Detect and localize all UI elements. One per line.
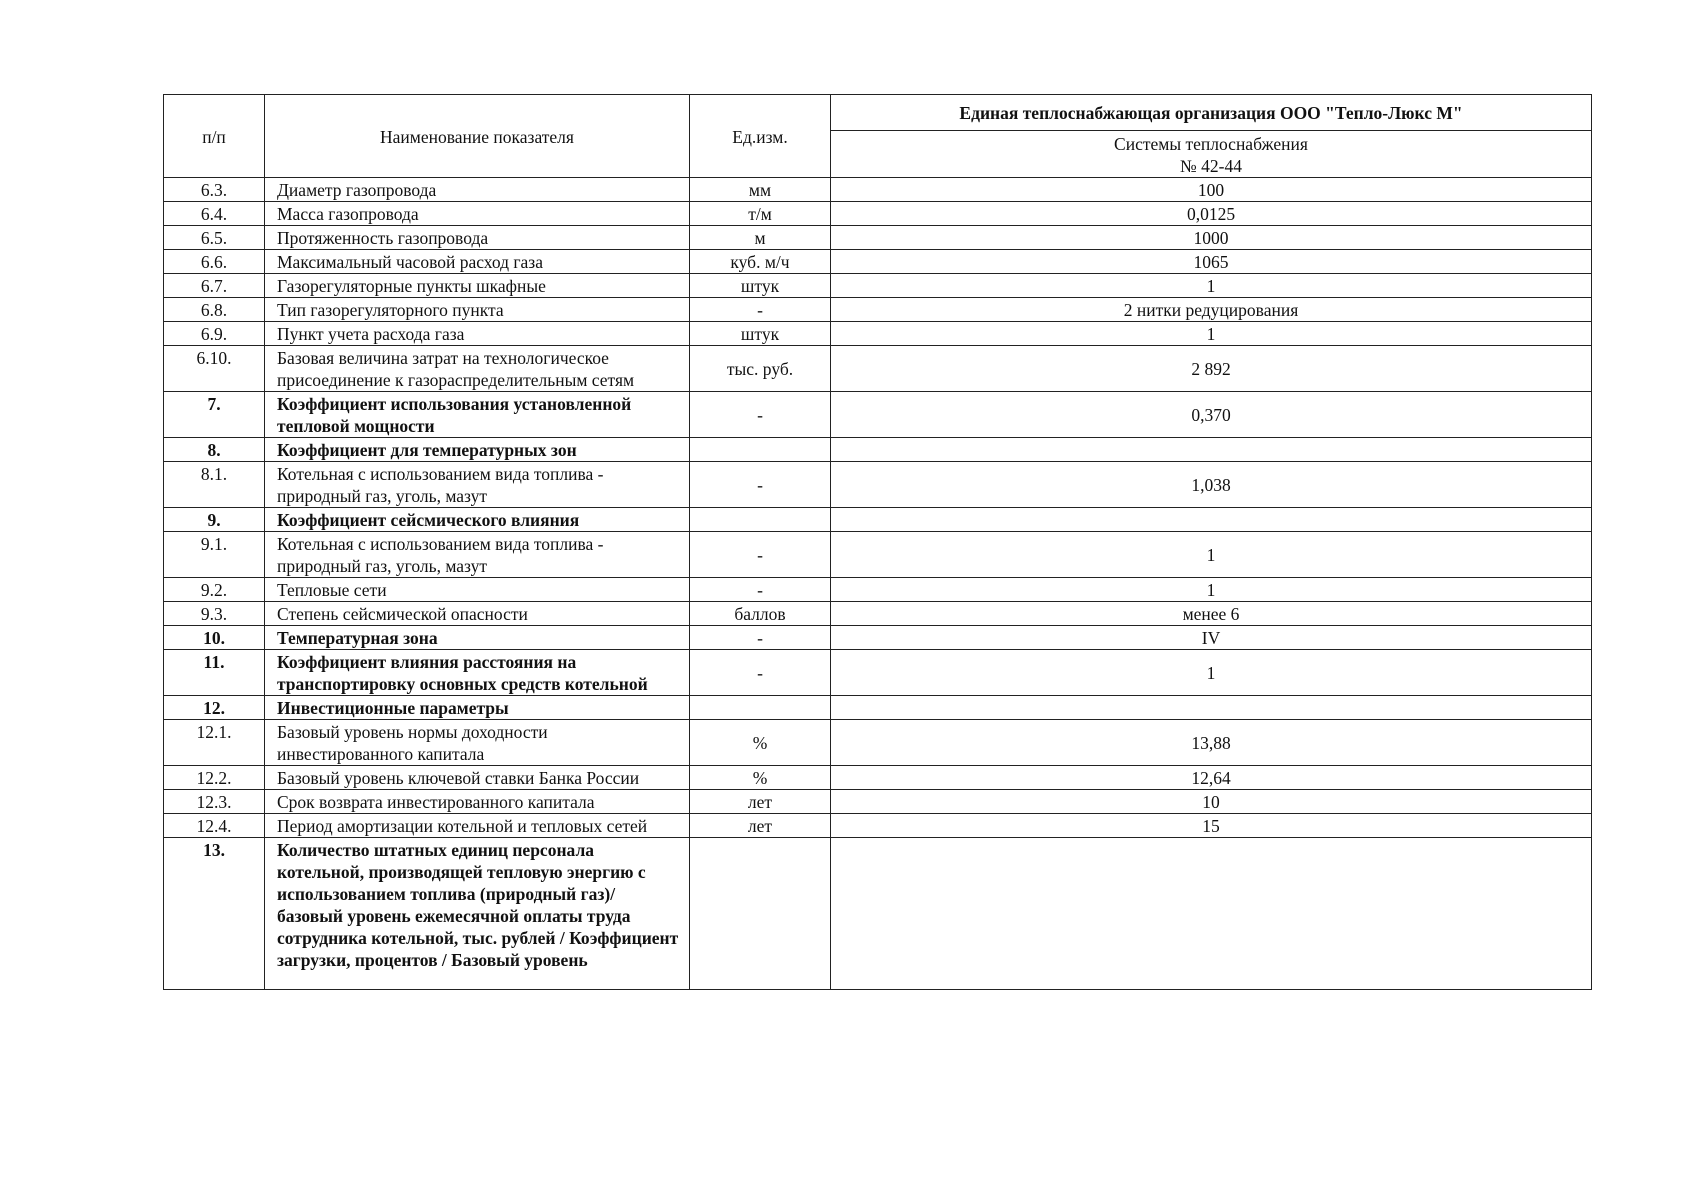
table-row — [164, 274, 1592, 298]
table-row — [164, 346, 1592, 392]
table-row — [164, 178, 1592, 202]
row-unit: штук — [690, 322, 831, 346]
row-unit: - — [690, 578, 831, 602]
row-indicator-name: Базовый уровень ключевой ставки Банка России — [265, 766, 690, 790]
row-value: 2 892 — [831, 346, 1592, 392]
row-number: 9. — [164, 508, 265, 532]
row-unit: - — [690, 532, 831, 578]
row-number: 11. — [164, 650, 265, 696]
table-row — [164, 298, 1592, 322]
row-value: 12,64 — [831, 766, 1592, 790]
row-unit: лет — [690, 790, 831, 814]
row-indicator-name: Степень сейсмической опасности — [265, 602, 690, 626]
row-unit — [690, 838, 831, 990]
table-row — [164, 766, 1592, 790]
table-row — [164, 202, 1592, 226]
table-body — [164, 178, 1592, 990]
row-indicator-name: Срок возврата инвестированного капитала — [265, 790, 690, 814]
row-value: 1 — [831, 322, 1592, 346]
row-number: 9.1. — [164, 532, 265, 578]
indicators-table — [163, 94, 1592, 990]
table-row — [164, 438, 1592, 462]
header-systems-line2: № 42-44 — [1180, 156, 1242, 176]
row-indicator-name: Масса газопровода — [265, 202, 690, 226]
header-name: Наименование показателя — [265, 95, 690, 178]
row-indicator-name: Тип газорегуляторного пункта — [265, 298, 690, 322]
row-value: 1065 — [831, 250, 1592, 274]
row-indicator-name: Период амортизации котельной и тепловых сетей — [265, 814, 690, 838]
row-indicator-name: Тепловые сети — [265, 578, 690, 602]
row-number: 7. — [164, 392, 265, 438]
table-row — [164, 696, 1592, 720]
row-indicator-name: Пункт учета расхода газа — [265, 322, 690, 346]
row-number: 6.4. — [164, 202, 265, 226]
document-sheet — [163, 94, 1591, 990]
table-row — [164, 814, 1592, 838]
row-indicator-name: Максимальный часовой расход газа — [265, 250, 690, 274]
row-value: 1 — [831, 274, 1592, 298]
row-value: 10 — [831, 790, 1592, 814]
table-row — [164, 250, 1592, 274]
row-value: 1 — [831, 532, 1592, 578]
row-number: 9.3. — [164, 602, 265, 626]
row-number: 12. — [164, 696, 265, 720]
row-value: 1 — [831, 650, 1592, 696]
row-number: 13. — [164, 838, 265, 990]
row-number: 12.2. — [164, 766, 265, 790]
row-indicator-name: Диаметр газопровода — [265, 178, 690, 202]
table-row — [164, 532, 1592, 578]
row-value: 2 нитки редуцирования — [831, 298, 1592, 322]
header-systems-line1: Системы теплоснабжения — [1114, 134, 1308, 154]
row-value: 100 — [831, 178, 1592, 202]
row-value: 0,370 — [831, 392, 1592, 438]
row-number: 6.3. — [164, 178, 265, 202]
row-unit: % — [690, 720, 831, 766]
table-row — [164, 392, 1592, 438]
row-number: 8. — [164, 438, 265, 462]
row-unit — [690, 696, 831, 720]
header-unit: Ед.изм. — [690, 95, 831, 178]
row-unit: % — [690, 766, 831, 790]
row-number: 6.8. — [164, 298, 265, 322]
row-value: IV — [831, 626, 1592, 650]
row-number: 6.6. — [164, 250, 265, 274]
row-value: 0,0125 — [831, 202, 1592, 226]
table-row — [164, 602, 1592, 626]
header-org-title: Единая теплоснабжающая организация ООО "Тепло-Люкс М" — [831, 95, 1592, 131]
row-indicator-name: Протяженность газопровода — [265, 226, 690, 250]
row-value: 1 — [831, 578, 1592, 602]
row-indicator-name: Инвестиционные параметры — [265, 696, 690, 720]
row-value: 15 — [831, 814, 1592, 838]
row-unit: т/м — [690, 202, 831, 226]
row-number: 12.3. — [164, 790, 265, 814]
row-indicator-name: Температурная зона — [265, 626, 690, 650]
row-unit: - — [690, 298, 831, 322]
row-number: 12.1. — [164, 720, 265, 766]
row-unit: - — [690, 626, 831, 650]
row-indicator-name: Количество штатных единиц персонала котельной, производящей тепловую энергию с использованием топлива (природный газ)/ базовый уровень ежемесячной оплаты труда сотрудника котельной, тыс. рублей / Коэффициент загрузки, процентов / Базовый уровень — [265, 838, 690, 990]
table-row — [164, 322, 1592, 346]
row-number: 8.1. — [164, 462, 265, 508]
row-number: 6.7. — [164, 274, 265, 298]
row-unit: лет — [690, 814, 831, 838]
row-value: менее 6 — [831, 602, 1592, 626]
table-row — [164, 720, 1592, 766]
row-unit: куб. м/ч — [690, 250, 831, 274]
row-indicator-name: Базовый уровень нормы доходности инвестированного капитала — [265, 720, 690, 766]
table-row — [164, 462, 1592, 508]
row-value: 1000 — [831, 226, 1592, 250]
row-unit: тыс. руб. — [690, 346, 831, 392]
row-number: 12.4. — [164, 814, 265, 838]
row-indicator-name: Коэффициент сейсмического влияния — [265, 508, 690, 532]
row-value: 1,038 — [831, 462, 1592, 508]
row-indicator-name: Котельная с использованием вида топлива - природный газ, уголь, мазут — [265, 532, 690, 578]
table-row — [164, 650, 1592, 696]
row-unit — [690, 438, 831, 462]
row-value — [831, 838, 1592, 990]
row-value — [831, 696, 1592, 720]
row-indicator-name: Базовая величина затрат на технологическое присоединение к газораспределительным сетям — [265, 346, 690, 392]
row-indicator-name: Коэффициент использования установленной тепловой мощности — [265, 392, 690, 438]
row-indicator-name: Коэффициент влияния расстояния на транспортировку основных средств котельной — [265, 650, 690, 696]
row-number: 6.10. — [164, 346, 265, 392]
row-indicator-name: Коэффициент для температурных зон — [265, 438, 690, 462]
row-unit — [690, 508, 831, 532]
row-unit: баллов — [690, 602, 831, 626]
table-row — [164, 226, 1592, 250]
table-row — [164, 790, 1592, 814]
row-value: 13,88 — [831, 720, 1592, 766]
row-unit: - — [690, 462, 831, 508]
row-indicator-name: Газорегуляторные пункты шкафные — [265, 274, 690, 298]
row-unit: мм — [690, 178, 831, 202]
row-unit: штук — [690, 274, 831, 298]
row-unit: м — [690, 226, 831, 250]
table-row — [164, 838, 1592, 990]
header-num: п/п — [164, 95, 265, 178]
row-number: 6.9. — [164, 322, 265, 346]
table-row — [164, 626, 1592, 650]
table-row — [164, 508, 1592, 532]
row-value — [831, 438, 1592, 462]
row-number: 6.5. — [164, 226, 265, 250]
row-unit: - — [690, 392, 831, 438]
row-unit: - — [690, 650, 831, 696]
header-systems — [831, 131, 1592, 178]
row-number: 9.2. — [164, 578, 265, 602]
table-row — [164, 578, 1592, 602]
row-value — [831, 508, 1592, 532]
row-number: 10. — [164, 626, 265, 650]
row-indicator-name: Котельная с использованием вида топлива - природный газ, уголь, мазут — [265, 462, 690, 508]
